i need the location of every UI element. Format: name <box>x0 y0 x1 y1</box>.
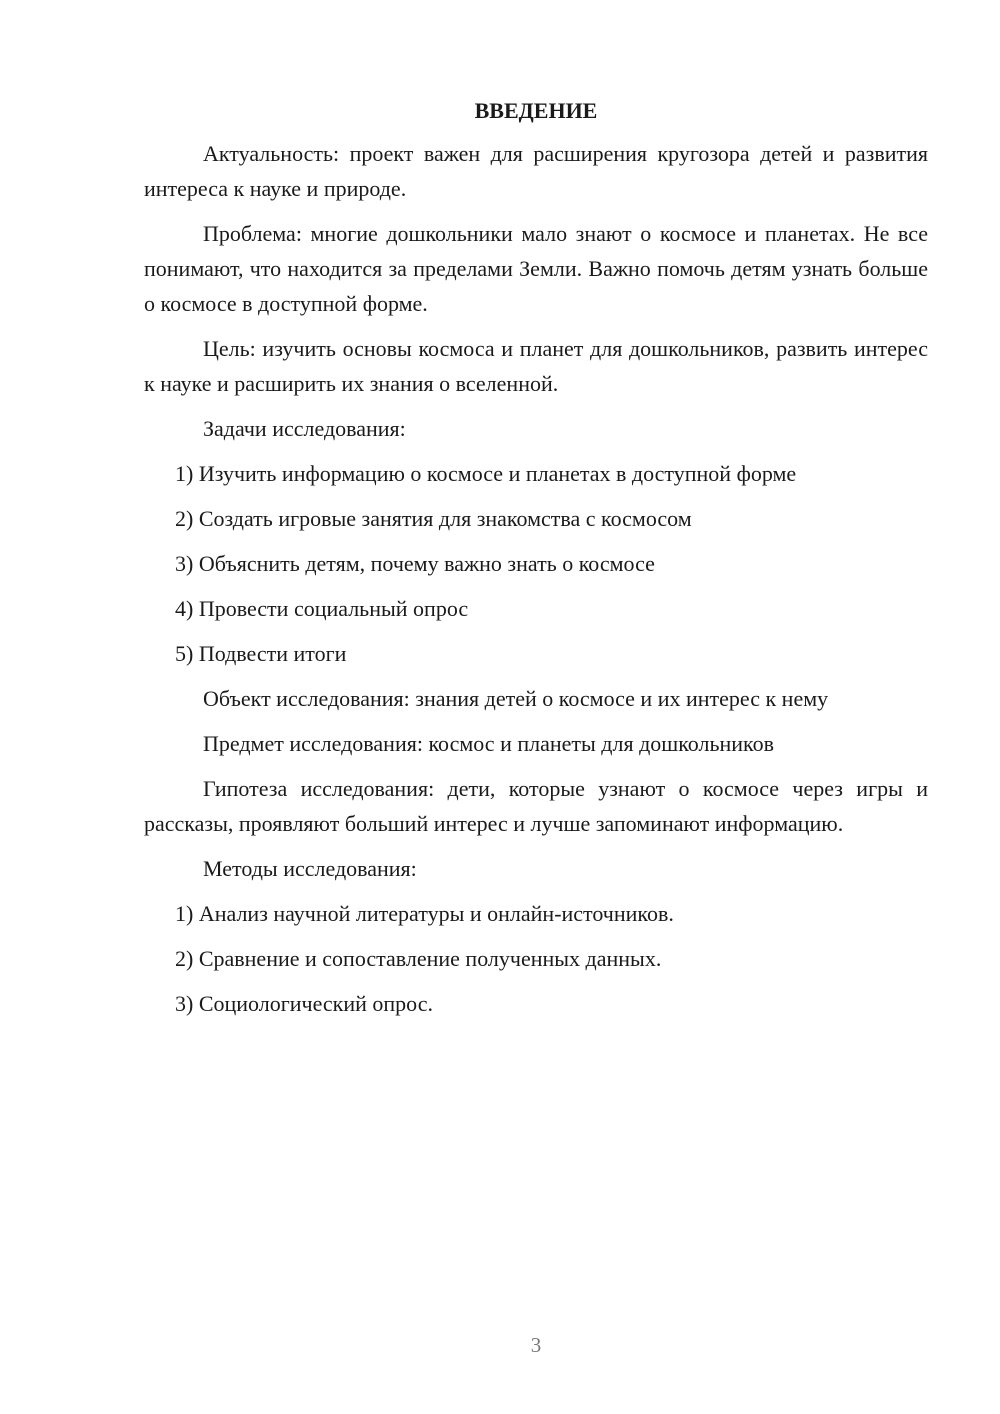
section-title: ВВЕДЕНИЕ <box>474 98 598 123</box>
method-item: 1) Анализ научной литературы и онлайн-источников. <box>175 901 674 926</box>
document-body <box>144 96 928 1031</box>
task-item: 4) Провести социальный опрос <box>175 596 469 621</box>
methods-heading: Методы исследования: <box>203 856 417 881</box>
object-line: Объект исследования: знания детей о космосе и их интерес к нему <box>203 686 829 711</box>
method-item: 2) Сравнение и сопоставление полученных данных. <box>175 946 662 971</box>
relevance-paragraph: Актуальность: проект важен для расширения кругозора детей и развития интереса к науке и природе. <box>144 141 928 201</box>
method-item: 3) Социологический опрос. <box>175 991 433 1016</box>
task-item: 5) Подвести итоги <box>175 641 347 666</box>
subject-line: Предмет исследования: космос и планеты для дошкольников <box>203 731 775 756</box>
goal-paragraph: Цель: изучить основы космоса и планет для дошкольников, развить интерес к науке и расширить их знания о вселенной. <box>144 336 928 396</box>
tasks-heading: Задачи исследования: <box>203 416 406 441</box>
task-item: 3) Объяснить детям, почему важно знать о космосе <box>175 551 655 576</box>
problem-paragraph: Проблема: многие дошкольники мало знают о космосе и планетах. Не все понимают, что находится за пределами Земли. Важно помочь детям узнать больше о космосе в доступной форме. <box>144 221 928 316</box>
page-number: 3 <box>530 1333 542 1357</box>
task-item: 2) Создать игровые занятия для знакомства с космосом <box>175 506 692 531</box>
hypothesis-paragraph: Гипотеза исследования: дети, которые узнают о космосе через игры и рассказы, проявляют больший интерес и лучше запоминают информацию. <box>144 776 928 836</box>
task-item: 1) Изучить информацию о космосе и планетах в доступной форме <box>175 461 797 486</box>
